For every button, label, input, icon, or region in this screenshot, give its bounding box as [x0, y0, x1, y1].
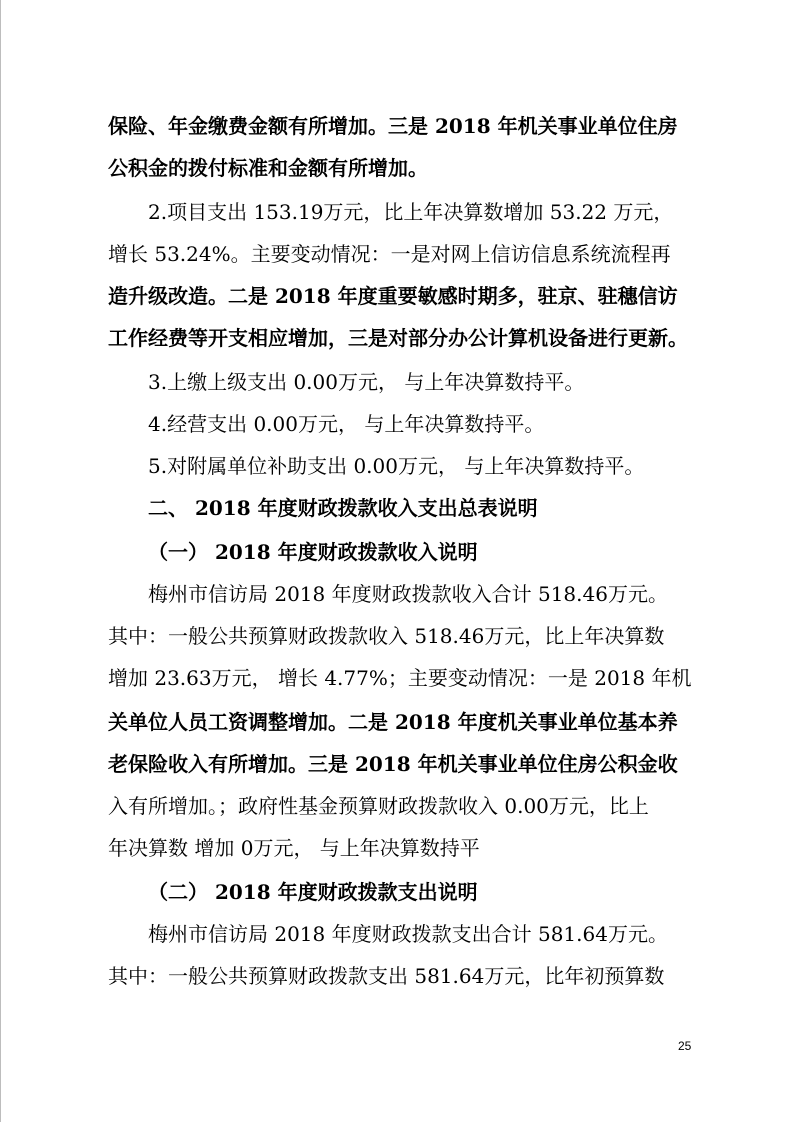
- line-text: 年决算数 增加 0万元， 与上年决算数持平: [108, 836, 480, 860]
- line-text: 梅州市信访局 2018 年度财政拨款收入合计 518.46万元。: [148, 582, 668, 606]
- line-text: 增加 23.63万元， 增长 4.77%；主要变动情况：一是 2018 年机: [108, 666, 692, 690]
- line-text: 其中：一般公共预算财政拨款收入 518.46万元，比上年决算数: [108, 624, 665, 648]
- heading-text: （一） 2018 年度财政拨款收入说明: [148, 540, 478, 564]
- line-text: 关单位人员工资调整增加。二是 2018 年度机关事业单位基本养: [108, 710, 678, 734]
- heading-text: （二） 2018 年度财政拨款支出说明: [148, 880, 478, 904]
- line-text: 增长 53.24%。主要变动情况：一是对网上信访信息系统流程再: [108, 242, 671, 266]
- line-text: 3.上缴上级支出 0.00万元， 与上年决算数持平。: [148, 370, 585, 394]
- line-text: 5.对附属单位补助支出 0.00万元， 与上年决算数持平。: [148, 454, 645, 478]
- line-text: 其中：一般公共预算财政拨款支出 581.64万元，比年初预算数: [108, 964, 665, 988]
- line-text: 2.项目支出 153.19万元，比上年决算数增加 53.22 万元，: [148, 200, 674, 224]
- line-text: 4.经营支出 0.00万元， 与上年决算数持平。: [148, 412, 545, 436]
- heading-text: 二、 2018 年度财政拨款收入支出总表说明: [148, 496, 538, 520]
- line-text: 公积金的拨付标准和金额有所增加。: [108, 156, 428, 180]
- line-text: 老保险收入有所增加。三是 2018 年机关事业单位住房公积金收: [108, 752, 678, 776]
- line-text: 入有所增加。；政府性基金预算财政拨款收入 0.00万元，比上: [108, 794, 649, 818]
- page-border: [0, 0, 1, 1122]
- line-text: 梅州市信访局 2018 年度财政拨款支出合计 581.64万元。: [148, 922, 668, 946]
- line-text: 造升级改造。二是 2018 年度重要敏感时期多，驻京、驻穗信访: [108, 284, 678, 308]
- page-number: 25: [678, 1039, 692, 1053]
- line-text: 保险、年金缴费金额有所增加。三是 2018 年机关事业单位住房: [108, 114, 678, 138]
- line-text: 工作经费等开支相应增加，三是对部分办公计算机设备进行更新。: [108, 326, 688, 350]
